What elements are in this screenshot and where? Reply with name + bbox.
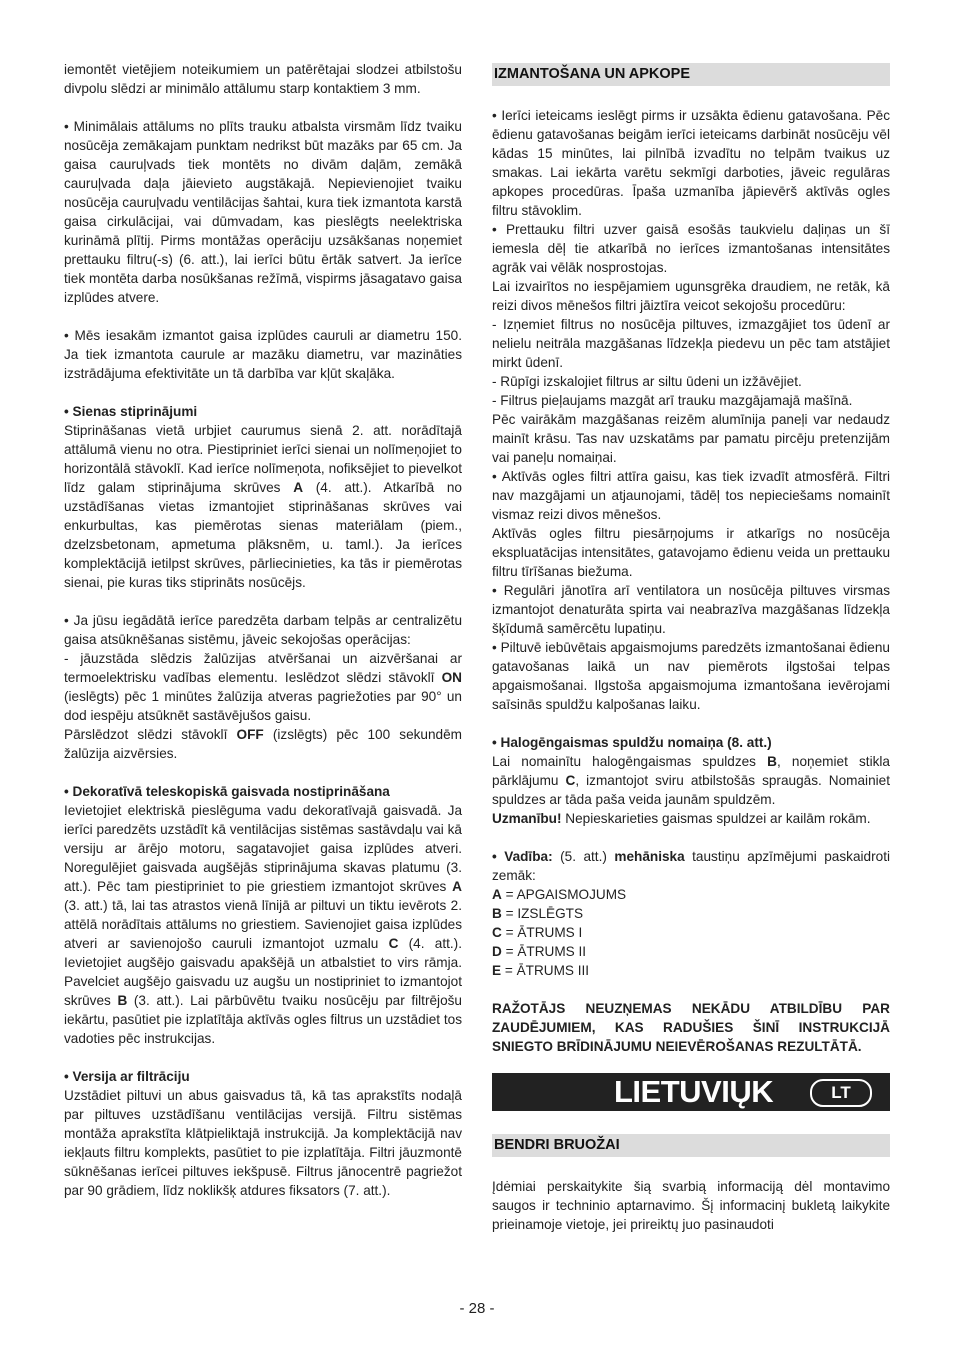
paragraph: • Mēs iesakām izmantot gaisa izplūdes cauruli ar diametru 150. Ja tiek izmantota caurule ar mazāku diametru, var mazināties izstrādājuma efektivitāte un tā darbība var kļūt skaļāka. [64,328,462,381]
key-item: C = ĀTRUMS I [492,925,583,940]
language-title: LIETUVIŲK [614,1074,774,1109]
paragraph: • Piltuvē iebūvētais apgaismojums paredzēts izmantošanai ēdienu gatavošanas laikā un nav piemērots ilgstošai telpas apgaismošanai. Ilgstoša apgaismojuma izmantošana ievērojami saīsinās spuldžu kalpošanas laiku. [492,640,890,712]
paragraph: - Rūpīgi izskalojiet filtrus ar siltu ūdeni un izžāvējiet. [492,374,802,389]
paragraph: Lai nomainītu halogēngaismas spuldzes B, noņemiet stikla pārklājumu C, izmantojot sviru atbilstošās spraugās. Nomainiet spuldzes ar tāda paša veida jaunām spuldzēm. [492,754,890,807]
paragraph: Ievietojiet elektriskā pieslēguma vadu dekoratīvajā gaisvadā. Ja ierīci paredzēts uzstādīt kā ventilācijas sistēmas sastāvdaļu vai kā versiju ar ārējo motoru, sagatavojiet gaisa izplūdes atveri. Noregulējiet gaisvada augšējās stiprinājuma skavas platumu (3. att.). Pēc tam piestipriniet to pie griestiem izmantojot skrūves A (3. att.) tā, lai tas atrastos vienā līnijā ar piltuvi un tiktu ievērots 2. attēlā norādītais attālums no griestiem. Savienojiet gaisa izplūdes atveri ar savienojošo cauruli izmantojot uzmalu C (4. att.). Ievietojiet augšējo gaisvadu apakšējā un atbalstiet to virs rāmja. Pavelciet augšējo gaisvadu uz augšu un nostipriniet to izmantojot skrūves B (3. att.). Lai pārbūvētu tvaiku nosūcēju par filtrējošu iekārtu, pasūtiet pie izplatītāja aktīvās ogles filtrus un uzstādiet tos vadoties pēc instrukcijas. [64,803,462,1046]
page-number: - 28 - [459,1300,495,1317]
subheading-decorative-duct: • Dekoratīvā teleskopiskā gaisvada nostiprināšana [64,784,390,799]
right-column [492,60,890,1234]
paragraph: Uzstādiet piltuvi un abus gaisvadus tā, kā tas aprakstīts nodaļā par piltuves uzstādīšanu ventilācijas versijā. Filtru sistēmas montāža aprakstīta klātpieliktajā instrukcijā. Ja komplektācijā nav iekļauts filtru komplekts, pasūtiet to pie izplatītāja. Filtri jāuzmontē sūknēšanas ierīcei piltuves iekšpusē. Filtrus jānocentrē pagriežot par 90 grādiem, līdz noklikšķ atdures fiksators (7. att.). [64,1088,462,1198]
paragraph: • Ierīci ieteicams ieslēgt pirms ir uzsākta ēdienu gatavošana. Pēc ēdienu gatavošanas beigām ierīci ieteicams darbināt nosūcēju vēl kādas 15 minūtes, lai pilnībā izvadītu no telpām tvaikus uz smakas. Lai iekārta varētu sekmīgi darboties, jāveic regulāras apkopes procedūras. Īpaša uzmanība jāpievērš aktīvās ogles filtru stāvoklim. [492,108,890,218]
paragraph: • Minimālais attālums no plīts trauku atbalsta virsmām līdz tvaiku nosūcēja zemākajam punktam nedrikst būt mazāks par 65 cm. Ja gaisa cauruļvads tiek montēts no divām daļām, zemākā cauruļvada daļa jāievieto augstākajā. Nepievienojiet tvaiku nosūcēja cauruļvadu ventilācijas šahtai, kura tiek izmantota karstā gaisa cirkulācijai, vai dūmvadam, kas pieslēgts neelektriska kurināmā plītij. Pirms montāžas operāciju uzsākšanas noņemiet prettauku filtru(-s) (6. att.), lai ierīci būtu ērtāk satvert. Ja ierīce tiek montēta darba nosūkšanas režīmā, vispirms jāsagatavo gaisa izplūdes atvere. [64,119,462,305]
subheading-halogen: • Halogēngaismas spuldžu nomaiņa (8. att.) [492,735,772,750]
paragraph: • Aktīvās ogles filtri attīra gaisu, kas tiek izvadīt atmosfērā. Filtri nav mazgājami un atjaunojami, tādēļ tos nepieciešams nomainīt vismaz reizi divos mēnešos. [492,469,890,522]
paragraph: • Ja jūsu iegādātā ierīce paredzēta darbam telpās ar centralizētu gaisa atsūknēšanas sistēmu, jāveic sekojošas operācijas: [64,613,462,647]
section-heading-use: IZMANTOŠANA UN APKOPE [492,63,890,86]
paragraph: Lai izvairītos no iespējamiem ugunsgrēka draudiem, ne retāk, kā reizi divos mēnešos filtri jāiztīra veicot sekojošu procedūru: [492,279,890,313]
subheading-filter-version: • Versija ar filtrāciju [64,1069,190,1084]
paragraph: - jāuzstāda slēdzis žalūzijas atvēršanai un aizvēršanai ar termoelektrisku vadības elementu. Ieslēdzot slēdzi stāvoklī ON (ieslēgts) pēc 1 minūtes žalūzija atveras pagriežoties par 90° un dod iespēju atsūknēt sastāvējušos gaisu. [64,651,462,723]
paragraph: Įdėmiai perskaitykite šią svarbią informaciją dėl montavimo saugos ir techninio aptarnavimo. Šį informacinį bukletą laikykite prieinamoje vietoje, jei prireiktų juo pasinaudoti [492,1179,890,1232]
paragraph: Stiprināšanas vietā urbjiet caurumus sienā 2. att. norādītajā attālumā vienu no otra. Piestipriniet ierīci sienai un nolīmeņojiet to horizontālā stāvoklī. Kad ierīce nolīmeņota, nofiksējiet to pievelkot līdz galam stiprinājuma skrūves A (4. att.). Atkarībā no uzstādīšanas vietas izmantojiet stiprināšanas skrūves vai enkurbultas, kas piemērotas sienas materiālam (piem., dzelzsbetonam, apmetuma plāksnēm, u. taml.). Ja ierīces komplektācijā ietilpst skrūves, pārliecinieties, ka tās ir piemērotas sienai, pie kuras tiks stiprināts nosūcējs. [64,423,462,590]
paragraph: iemontēt vietējiem noteikumiem un patērētajai slodzei atbilstošu divpolu slēdzi ar minimālo attālumu starp kontaktiem 3 mm. [64,62,462,96]
key-item: B = IZSLĒGTS [492,906,584,921]
paragraph: • Prettauku filtri uzver gaisā esošās taukvielu daļiņas un šī iemesla dēļ tie atkarībā no ierīces izmantošanas intensitātes agrāk vai vēlāk nosprostojas. [492,222,890,275]
key-item: D = ĀTRUMS II [492,944,587,959]
paragraph: Aktīvās ogles filtru piesārņojums ir atkarīgs no nosūcēja ekspluatācijas intensitātes, gatavojamo ēdienu veida un prettauku filtru tīrīšanas biežuma. [492,526,890,579]
key-item: A = APGAISMOJUMS [492,887,627,902]
paragraph: • Regulāri jānotīra arī ventilatora un nosūcēja piltuves virsmas izmantojot denaturāta spirta vai neabrazīva mazgāšanas līdzekļa šķīdumā samērcētu lupatiņu. [492,583,890,636]
left-column [64,60,462,1200]
paragraph: - Filtrus pieļaujams mazgāt arī trauku mazgājamajā mašīnā. [492,393,853,408]
manufacturer-warning: RAŽOTĀJS NEUZŅEMAS NEKĀDU ATBILDĪBU PAR ZAUDĒJUMIEM, KAS RADUŠIES ŠINĪ INSTRUKCIJĀ SNIEGTO BRĪDINĀJUMU NEIEVĒROŠANAS REZULTĀTĀ. [492,1001,890,1054]
language-code-badge: LT [810,1079,872,1107]
language-banner [492,1073,890,1111]
paragraph: • Vadība: (5. att.) mehāniska taustiņu apzīmējumi paskaidroti zemāk: [492,849,890,883]
paragraph: Uzmanību! Nepieskarieties gaismas spuldzei ar kailām rokām. [492,811,871,826]
key-item: E = ĀTRUMS III [492,963,590,978]
section-heading-general: BENDRI BRUOŽAI [492,1134,890,1157]
paragraph: Pārslēdzot slēdzi stāvoklī OFF (izslēgts) pēc 100 sekundēm žalūzija aizvērsies. [64,727,462,761]
paragraph: Pēc vairākām mazgāšanas reizēm alumīnija paneļi var nedaudz mainīt krāsu. Tas nav uzskatāms par pamatu pircēju pretenzijām vai paneļu nomaiņai. [492,412,890,465]
subheading-wall-mount: • Sienas stiprinājumi [64,404,198,419]
paragraph: - Izņemiet filtrus no nosūcēja piltuves, izmazgājiet tos ūdenī ar nelielu neitrāla mazgāšanas līdzekļa piedevu un pēc tam atstājiet mirkt ūdenī. [492,317,890,370]
